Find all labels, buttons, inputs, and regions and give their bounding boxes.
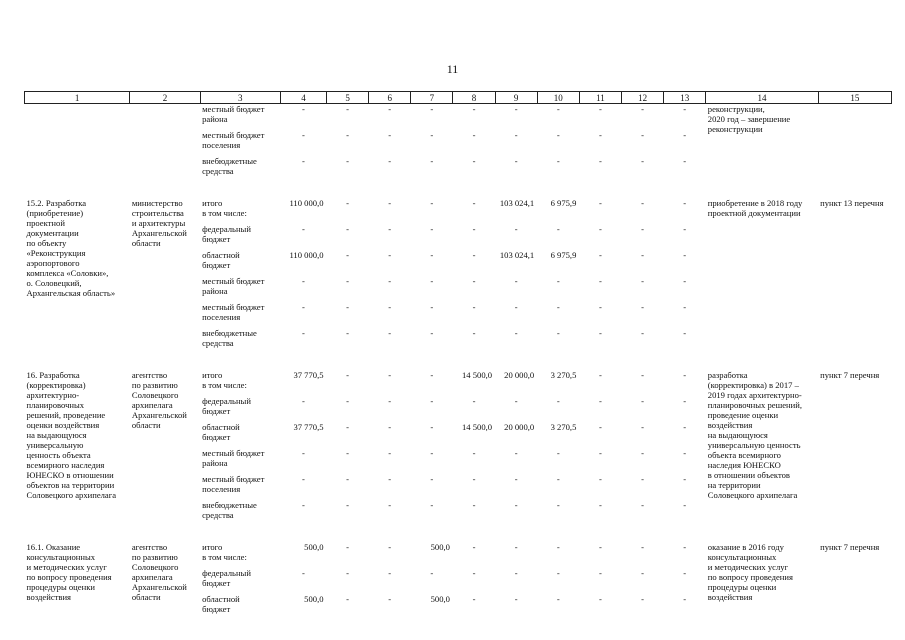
value-cell: - xyxy=(598,474,602,484)
value-cell: - xyxy=(598,594,602,604)
value-cell: - xyxy=(472,594,476,604)
funding-source-cell: областной бюджет xyxy=(202,422,240,442)
column-header: 5 xyxy=(327,92,369,104)
value-cell: - xyxy=(302,104,305,114)
value-cell: - xyxy=(556,156,560,166)
column-header: 9 xyxy=(495,92,537,104)
funding-source-cell: итого в том числе: xyxy=(202,198,247,218)
value-cell: - xyxy=(302,568,305,578)
value-cell: - xyxy=(430,568,434,578)
column-header: 7 xyxy=(411,92,453,104)
value-cell: - xyxy=(641,568,644,578)
value-cell: - xyxy=(641,474,644,484)
value-cell: - xyxy=(556,328,560,338)
value-cell: - xyxy=(514,224,518,234)
value-cell: - xyxy=(430,130,434,140)
value-cell: - xyxy=(430,396,434,406)
result-cell: приобретение в 2018 году проектной документации xyxy=(707,198,803,218)
activity-name-cell xyxy=(25,104,130,183)
column-header: 6 xyxy=(369,92,411,104)
value-cell: - xyxy=(388,370,392,380)
value-cell: 37 770,5 xyxy=(293,370,324,380)
funding-source-cell: внебюджетные средства xyxy=(202,156,257,176)
value-cell: - xyxy=(598,396,602,406)
funding-source-cell: внебюджетные средства xyxy=(202,500,257,520)
value-cell: - xyxy=(514,542,518,552)
table-body xyxy=(25,104,892,621)
funding-source-cell: местный бюджет района xyxy=(202,276,265,296)
value-cell: - xyxy=(346,130,350,140)
value-cell: - xyxy=(388,130,392,140)
value-cell: - xyxy=(641,302,644,312)
executor-cell: агентство по развитию Соловецкого архипелага Архангельской области xyxy=(131,370,187,430)
value-cell: - xyxy=(641,276,644,286)
value-cell: 14 500,0 xyxy=(462,422,493,432)
value-cell: - xyxy=(598,500,602,510)
value-cell: - xyxy=(683,302,687,312)
value-cell: - xyxy=(683,448,687,458)
value-cell: - xyxy=(346,250,350,260)
value-cell: - xyxy=(472,448,476,458)
value-cell: 37 770,5 xyxy=(293,422,324,432)
value-cell: - xyxy=(683,500,687,510)
reference-cell: пункт 7 перечня xyxy=(820,542,880,552)
value-cell: - xyxy=(514,594,518,604)
reference-cell: пункт 13 перечня xyxy=(820,198,884,208)
header-row xyxy=(25,92,892,104)
value-cell: - xyxy=(683,276,687,286)
column-header: 14 xyxy=(706,92,818,104)
value-cell: - xyxy=(346,104,350,114)
budget-table xyxy=(24,91,892,620)
spacer-cell xyxy=(25,526,892,542)
value-cell: - xyxy=(683,396,687,406)
value-cell: - xyxy=(472,104,476,114)
table-row xyxy=(25,198,892,224)
value-cell: - xyxy=(346,448,350,458)
value-cell: - xyxy=(514,130,518,140)
value-cell: - xyxy=(556,130,560,140)
value-cell: - xyxy=(302,448,305,458)
funding-source-cell: местный бюджет поселения xyxy=(202,302,265,322)
funding-source-cell: областной бюджет xyxy=(202,250,240,270)
value-cell: - xyxy=(514,276,518,286)
value-cell: - xyxy=(302,328,305,338)
group-spacer xyxy=(25,526,892,542)
value-cell: - xyxy=(683,542,687,552)
value-cell: - xyxy=(556,474,560,484)
table-row xyxy=(25,542,892,568)
value-cell: - xyxy=(430,276,434,286)
value-cell: - xyxy=(598,568,602,578)
reference-cell xyxy=(818,104,891,183)
value-cell: - xyxy=(598,542,602,552)
value-cell: - xyxy=(472,500,476,510)
value-cell: - xyxy=(514,474,518,484)
value-cell: 500,0 xyxy=(304,594,324,604)
value-cell: - xyxy=(472,156,476,166)
value-cell: - xyxy=(472,474,476,484)
funding-source-cell: федеральный бюджет xyxy=(202,396,251,416)
value-cell: - xyxy=(430,250,434,260)
value-cell: - xyxy=(430,302,434,312)
column-header: 12 xyxy=(622,92,664,104)
value-cell: - xyxy=(683,568,687,578)
value-cell: - xyxy=(346,568,350,578)
value-cell: - xyxy=(302,276,305,286)
reference-cell: пункт 7 перечня xyxy=(820,370,880,380)
value-cell: - xyxy=(472,302,476,312)
column-header: 1 xyxy=(25,92,130,104)
column-header: 8 xyxy=(453,92,495,104)
value-cell: - xyxy=(472,328,476,338)
value-cell: - xyxy=(472,568,476,578)
value-cell: - xyxy=(683,130,687,140)
column-header: 11 xyxy=(579,92,621,104)
value-cell: - xyxy=(556,448,560,458)
funding-source-cell: федеральный бюджет xyxy=(202,568,251,588)
value-cell: - xyxy=(641,542,644,552)
value-cell: - xyxy=(472,224,476,234)
value-cell: - xyxy=(598,302,602,312)
value-cell: - xyxy=(598,250,602,260)
column-header: 13 xyxy=(664,92,706,104)
value-cell: - xyxy=(346,328,350,338)
value-cell: - xyxy=(472,198,476,208)
value-cell: - xyxy=(302,302,305,312)
value-cell: - xyxy=(302,500,305,510)
value-cell: - xyxy=(388,156,392,166)
value-cell: - xyxy=(388,568,392,578)
value-cell: - xyxy=(430,474,434,484)
result-cell: оказание в 2016 году консультационных и методических услуг по вопросу проведения процедуры оценки воздействия xyxy=(707,542,793,602)
value-cell: - xyxy=(430,224,434,234)
value-cell: - xyxy=(598,198,602,208)
table-row xyxy=(25,104,892,131)
value-cell: - xyxy=(683,422,687,432)
value-cell: - xyxy=(514,568,518,578)
value-cell: 6 975,9 xyxy=(550,250,577,260)
value-cell: - xyxy=(472,396,476,406)
value-cell: - xyxy=(556,104,560,114)
column-header: 10 xyxy=(537,92,579,104)
value-cell: 3 270,5 xyxy=(550,370,577,380)
value-cell: - xyxy=(430,156,434,166)
value-cell: - xyxy=(346,474,350,484)
funding-source-cell: местный бюджет района xyxy=(202,104,265,124)
value-cell: - xyxy=(346,302,350,312)
value-cell: - xyxy=(388,474,392,484)
column-header: 3 xyxy=(200,92,280,104)
value-cell: - xyxy=(388,302,392,312)
value-cell: - xyxy=(302,396,305,406)
value-cell: - xyxy=(430,448,434,458)
value-cell: - xyxy=(556,568,560,578)
value-cell: - xyxy=(598,370,602,380)
value-cell: - xyxy=(346,370,350,380)
value-cell: - xyxy=(388,104,392,114)
value-cell: - xyxy=(683,156,687,166)
value-cell: - xyxy=(388,500,392,510)
value-cell: - xyxy=(683,370,687,380)
value-cell: - xyxy=(641,448,644,458)
value-cell: 20 000,0 xyxy=(504,422,535,432)
value-cell: - xyxy=(388,422,392,432)
value-cell: - xyxy=(472,250,476,260)
value-cell: - xyxy=(683,224,687,234)
funding-source-cell: внебюджетные средства xyxy=(202,328,257,348)
value-cell: - xyxy=(346,198,350,208)
value-cell: - xyxy=(598,276,602,286)
value-cell: 14 500,0 xyxy=(462,370,493,380)
value-cell: - xyxy=(641,198,644,208)
executor-cell xyxy=(130,104,200,183)
value-cell: - xyxy=(641,422,644,432)
value-cell: - xyxy=(598,422,602,432)
value-cell: - xyxy=(598,224,602,234)
value-cell: - xyxy=(556,396,560,406)
value-cell: 20 000,0 xyxy=(504,370,535,380)
value-cell: - xyxy=(302,156,305,166)
spacer-cell xyxy=(25,354,892,370)
activity-name-cell: 15.2. Разработка (приобретение) проектной документации по объекту «Реконструкция аэропортового комплекса «Соловки», о. Соловецкий, Архангельская область» xyxy=(26,198,116,298)
value-cell: - xyxy=(556,302,560,312)
funding-source-cell: местный бюджет района xyxy=(202,448,265,468)
value-cell: - xyxy=(598,130,602,140)
funding-source-cell: федеральный бюджет xyxy=(202,224,251,244)
value-cell: - xyxy=(641,500,644,510)
value-cell: - xyxy=(388,328,392,338)
funding-source-cell: местный бюджет поселения xyxy=(202,130,265,150)
value-cell: - xyxy=(346,156,350,166)
value-cell: - xyxy=(302,474,305,484)
column-header: 15 xyxy=(818,92,891,104)
value-cell: - xyxy=(514,156,518,166)
result-cell: реконструкции, 2020 год – завершение реконструкции xyxy=(707,104,791,134)
value-cell: - xyxy=(514,448,518,458)
executor-cell: агентство по развитию Соловецкого архипелага Архангельской области xyxy=(131,542,187,602)
value-cell: - xyxy=(430,328,434,338)
value-cell: - xyxy=(346,422,350,432)
value-cell: - xyxy=(683,250,687,260)
value-cell: - xyxy=(641,250,644,260)
value-cell: - xyxy=(641,130,644,140)
value-cell: 6 975,9 xyxy=(550,198,577,208)
value-cell: - xyxy=(641,370,644,380)
value-cell: - xyxy=(302,130,305,140)
executor-cell: министерство строительства и архитектуры Архангельской области xyxy=(131,198,187,248)
value-cell: 103 024,1 xyxy=(499,250,535,260)
value-cell: - xyxy=(388,396,392,406)
value-cell: - xyxy=(683,104,687,114)
value-cell: - xyxy=(472,130,476,140)
value-cell: - xyxy=(556,594,560,604)
value-cell: - xyxy=(388,448,392,458)
value-cell: - xyxy=(641,156,644,166)
value-cell: 110 000,0 xyxy=(289,250,324,260)
column-header: 2 xyxy=(130,92,200,104)
column-header: 4 xyxy=(280,92,326,104)
value-cell: - xyxy=(388,276,392,286)
result-cell: разработка (корректировка) в 2017 – 2019 годах архитектурно- планировочных решений, проведение оценки воздействия на выдающуюся универсальную ценность объекта всемирного наследия ЮНЕСКО в отношении объектов на территории Соловецкого архипелага xyxy=(707,370,802,500)
value-cell: - xyxy=(598,328,602,338)
value-cell: - xyxy=(641,328,644,338)
value-cell: - xyxy=(514,500,518,510)
spacer-cell xyxy=(25,182,892,198)
value-cell: - xyxy=(641,396,644,406)
value-cell: - xyxy=(346,500,350,510)
value-cell: - xyxy=(430,422,434,432)
value-cell: - xyxy=(430,370,434,380)
value-cell: 500,0 xyxy=(430,542,450,552)
value-cell: - xyxy=(430,500,434,510)
value-cell: - xyxy=(302,224,305,234)
value-cell: - xyxy=(388,250,392,260)
funding-source-cell: итого в том числе: xyxy=(202,542,247,562)
value-cell: - xyxy=(641,594,644,604)
value-cell: - xyxy=(388,542,392,552)
value-cell: - xyxy=(683,474,687,484)
value-cell: 3 270,5 xyxy=(550,422,577,432)
value-cell: - xyxy=(388,198,392,208)
value-cell: - xyxy=(430,104,434,114)
value-cell: 103 024,1 xyxy=(499,198,535,208)
group-spacer xyxy=(25,182,892,198)
value-cell: - xyxy=(346,396,350,406)
value-cell: - xyxy=(430,198,434,208)
value-cell: - xyxy=(641,224,644,234)
value-cell: - xyxy=(388,594,392,604)
value-cell: - xyxy=(514,328,518,338)
value-cell: 500,0 xyxy=(430,594,450,604)
value-cell: - xyxy=(514,104,518,114)
value-cell: - xyxy=(683,594,687,604)
value-cell: - xyxy=(598,448,602,458)
value-cell: - xyxy=(598,156,602,166)
value-cell: - xyxy=(514,396,518,406)
value-cell: - xyxy=(346,276,350,286)
value-cell: - xyxy=(598,104,602,114)
value-cell: - xyxy=(472,276,476,286)
activity-name-cell: 16.1. Оказание консультационных и методических услуг по вопросу проведения процедуры оценки воздействия xyxy=(26,542,112,602)
activity-name-cell: 16. Разработка (корректировка) архитектурно- планировочных решений, проведение оценки воздействия на выдающуюся универсальную ценность объекта всемирного наследия ЮНЕСКО в отношении объектов на территории Соловецкого архипелага xyxy=(26,370,117,500)
group-spacer xyxy=(25,354,892,370)
value-cell: - xyxy=(641,104,644,114)
value-cell: - xyxy=(556,224,560,234)
value-cell: - xyxy=(472,542,476,552)
value-cell: 500,0 xyxy=(304,542,324,552)
value-cell: - xyxy=(556,542,560,552)
funding-source-cell: местный бюджет поселения xyxy=(202,474,265,494)
value-cell: - xyxy=(346,542,350,552)
funding-source-cell: итого в том числе: xyxy=(202,370,247,390)
funding-source-cell: областной бюджет xyxy=(202,594,240,614)
value-cell: - xyxy=(683,198,687,208)
table-row xyxy=(25,370,892,396)
page-number: 11 xyxy=(446,62,459,76)
value-cell: - xyxy=(556,500,560,510)
value-cell: - xyxy=(346,224,350,234)
value-cell: 110 000,0 xyxy=(289,198,324,208)
value-cell: - xyxy=(388,224,392,234)
value-cell: - xyxy=(346,594,350,604)
value-cell: - xyxy=(514,302,518,312)
value-cell: - xyxy=(683,328,687,338)
value-cell: - xyxy=(556,276,560,286)
